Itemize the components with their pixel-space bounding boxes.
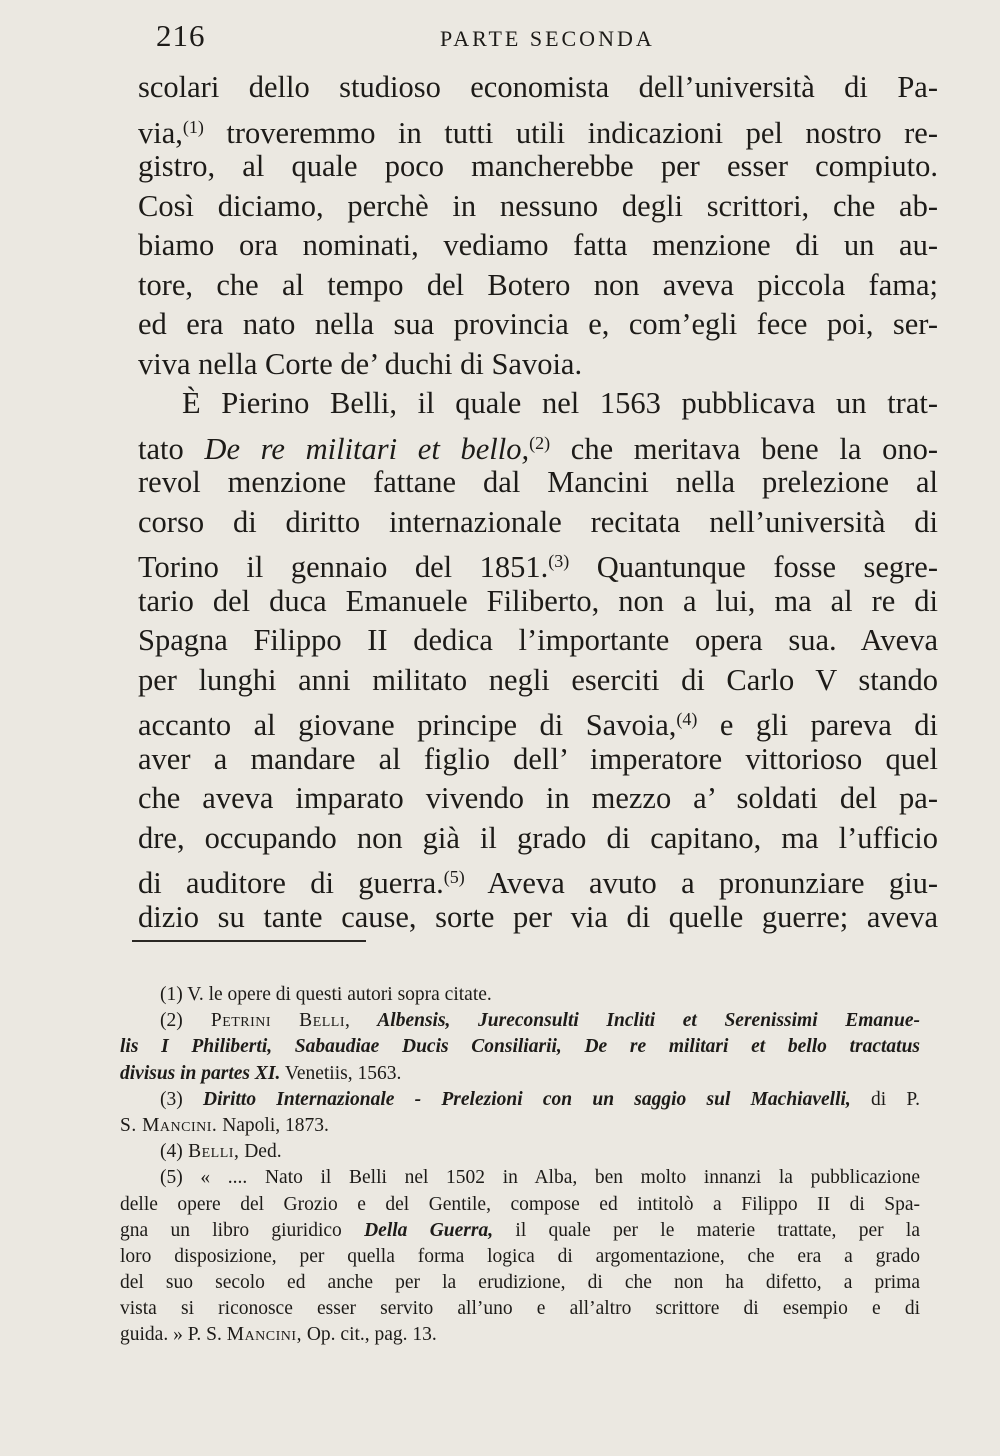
footnote-4: (4) Belli, Ded. bbox=[160, 1141, 282, 1163]
text-line: È Pierino Belli, il quale nel 1563 pubblicava un trat- bbox=[182, 386, 938, 420]
text-line: ed era nato nella sua provincia e, com’egli fece poi, ser- bbox=[138, 307, 938, 341]
text-line: gistro, al quale poco mancherebbe per esser compiuto. bbox=[138, 149, 938, 183]
text-line: tato De re militari et bello,$^{(2)}$ che meritava bene la ono- bbox=[138, 431, 938, 466]
text-line: biamo ora nominati, vediamo fatta menzione di un au- bbox=[138, 228, 938, 262]
page-number: 216 bbox=[156, 18, 206, 53]
text-line: Spagna Filippo II dedica l’importante opera sua. Aveva bbox=[138, 623, 938, 657]
footnote-ref: (2) bbox=[529, 432, 551, 453]
text-line: aver a mandare al figlio dell’ imperatore vittorioso quel bbox=[138, 741, 938, 776]
footnote-line: del suo secolo ed anche per la erudizione, di che non ha difetto, a prima bbox=[120, 1272, 920, 1294]
text-line: tore, che al tempo del Botero non aveva piccola fama; bbox=[138, 267, 938, 302]
footnote-ref: (1) bbox=[182, 116, 204, 137]
footnote-rule bbox=[132, 940, 366, 942]
text-line: scolari dello studioso economista dell’università di Pa- bbox=[138, 70, 938, 104]
footnotes bbox=[120, 982, 920, 1349]
footnote-line: loro disposizione, per quella forma logica di argomentazione, che era a grado bbox=[120, 1245, 920, 1267]
text-line: tario del duca Emanuele Filiberto, non a lui, ma al re di bbox=[138, 583, 938, 618]
footnote-ref: (4) bbox=[676, 709, 698, 729]
text-line: dre, occupando non già il grado di capitano, ma l’ufficio bbox=[138, 820, 938, 855]
footnote-line: guida. » P. S. Mancini, Op. cit., pag. 13. bbox=[120, 1324, 437, 1346]
footnote-3: (3) Diritto Internazionale - Prelezioni con un saggio sul Machiavelli, di P. bbox=[160, 1088, 920, 1110]
footnote-line: S. Mancini. Napoli, 1873. bbox=[120, 1114, 329, 1136]
footnote-line: gna un libro giuridico Della Guerra, il quale per le materie trattate, per la bbox=[120, 1219, 920, 1241]
footnote-ref: (5) bbox=[443, 867, 465, 887]
text-line: che aveva imparato vivendo in mezzo a’ soldati del pa- bbox=[138, 781, 938, 815]
page-header bbox=[150, 18, 940, 58]
text-line: via,$^{(1)}$ troveremmo in tutti utili indicazioni pel nostro re- bbox=[138, 115, 938, 150]
text-line: Così diciamo, perchè in nessuno degli scrittori, che ab- bbox=[138, 188, 938, 223]
text-line: accanto al giovane principe di Savoia,$^{(4)}$ e gli pareva di bbox=[138, 708, 938, 742]
running-head: PARTE SECONDA bbox=[440, 26, 655, 51]
footnote-ref: (3) bbox=[548, 551, 570, 571]
footnote-line: divisus in partes XI. Venetiis, 1563. bbox=[120, 1062, 402, 1084]
main-text bbox=[138, 68, 938, 937]
footnote-2: (2) Petrini Belli, Albensis, Jureconsulti Incliti et Serenissimi Emanue- bbox=[160, 1010, 921, 1032]
text-line: di auditore di guerra.$^{(5)}$ Aveva avuto a pronunziare giu- bbox=[138, 866, 938, 900]
footnote-line: vista si riconosce esser servito all’uno e all’altro scrittore di esempio e di bbox=[120, 1298, 920, 1320]
text-line: viva nella Corte de’ duchi di Savoia. bbox=[138, 346, 583, 381]
footnote-1: (1) V. le opere di questi autori sopra citate. bbox=[160, 984, 492, 1005]
text-line: Torino il gennaio del 1851.$^{(3)}$ Quantunque fosse segre- bbox=[138, 550, 939, 584]
footnote-line: delle opere del Grozio e del Gentile, compose ed intitolò a Filippo II di Spa- bbox=[120, 1193, 920, 1215]
text-line: dizio su tante cause, sorte per via di quelle guerre; aveva bbox=[138, 899, 938, 934]
text-line: corso di diritto internazionale recitata nell’università di bbox=[138, 504, 938, 539]
footnote-line: lis I Philiberti, Sabaudiae Ducis Consiliarii, De re militari et bello tractatus bbox=[120, 1036, 920, 1058]
text-line: revol menzione fattane dal Mancini nella prelezione al bbox=[138, 465, 938, 499]
text-line: per lunghi anni militato negli eserciti di Carlo V stando bbox=[138, 662, 938, 697]
footnote-5: (5) « .... Nato il Belli nel 1502 in Alba, ben molto innanzi la pubblicazione bbox=[160, 1167, 920, 1189]
book-title: De re militari et bello, bbox=[204, 431, 530, 466]
